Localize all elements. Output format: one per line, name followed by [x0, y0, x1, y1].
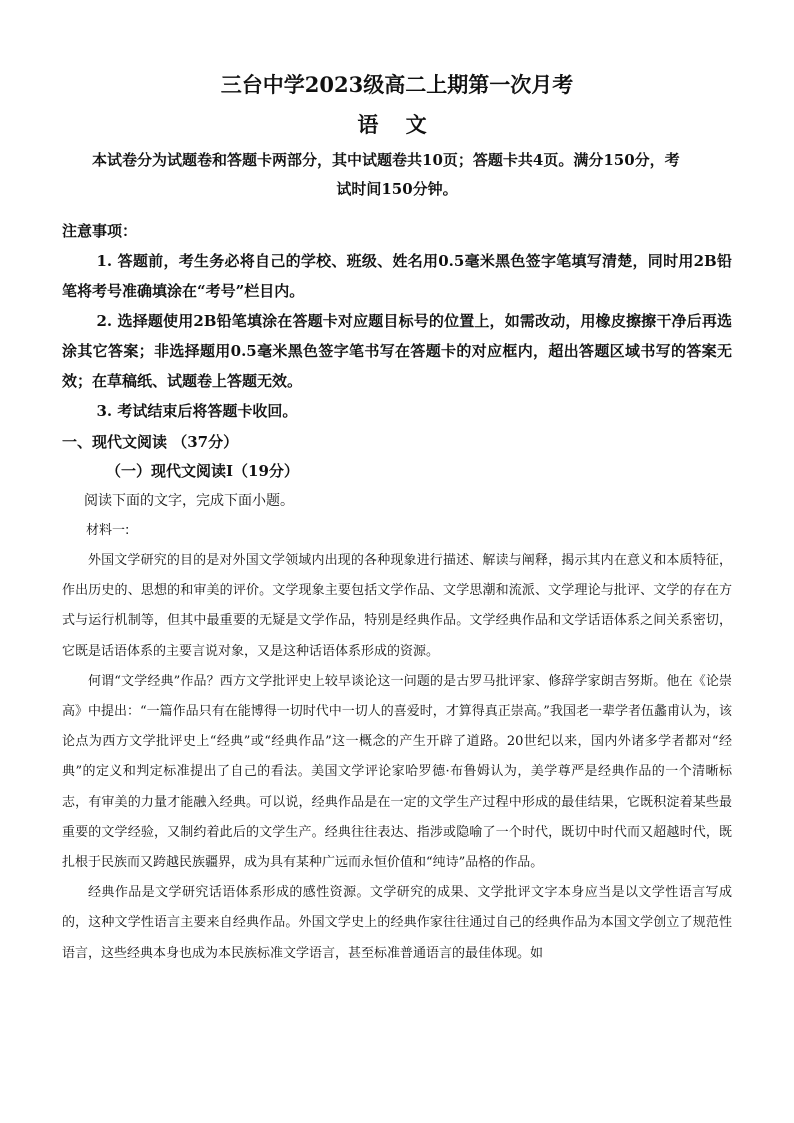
exam-intro-line-1: 本试卷分为试题卷和答题卡两部分，其中试题卷共10页；答题卡共4页。满分150分，考	[92, 151, 680, 169]
notice-heading: 注意事项：	[62, 222, 138, 240]
notice-item-2: 2. 选择题使用2B铅笔填涂在答题卡对应题目标号的位置上，如需改动，用橡皮擦擦干净后再选涂其它答案；非选择题用0.5毫米黑色签字笔书写在答题卡的对应框内，超出答题区域书写的答案无效；在草稿纸、试题卷上答题无效。	[62, 312, 732, 390]
notice-item-3: 3. 考试结束后将答题卡收回。	[96, 402, 298, 420]
exam-page	[62, 70, 732, 969]
reading-instruction: 阅读下面的文字，完成下面小题。	[84, 493, 294, 509]
subject-title: 语 文	[357, 112, 437, 137]
material-paragraph-1: 外国文学研究的目的是对外国文学领域内出现的各种现象进行描述、解读与阐释，揭示其内在意义和本质特征，作出历史的、思想的和审美的评价。文学现象主要包括文学作品、文学思潮和流派、文学理论与批评、文学的存在方式与运行机制等，但其中最重要的无疑是文学作品，特别是经典作品。文学经典作品和文学话语体系之间关系密切，它既是话语体系的主要言说对象，又是这种话语体系形成的资源。	[62, 553, 732, 659]
exam-intro-line-2: 试时间150分钟。	[336, 180, 458, 198]
sub-section-heading: （一）现代文阅读Ⅰ（19分）	[106, 462, 299, 480]
material-paragraph-3: 经典作品是文学研究话语体系形成的感性资源。文学研究的成果、文学批评文字本身应当是以文学性语言写成的，这种文学性语言主要来自经典作品。外国文学史上的经典作家往往通过自己的经典作品为本国文学创立了规范性语言，这些经典本身也成为本民族标准文学语言，甚至标准普通语言的最佳体现。如	[62, 885, 732, 961]
exam-title: 三台中学2023级高二上期第一次月考	[220, 72, 574, 97]
section-heading: 一、现代文阅读 （37分）	[62, 433, 239, 451]
material-label: 材料一:	[86, 523, 130, 538]
material-paragraph-2: 何谓“文学经典”作品？西方文学批评史上较早谈论这一问题的是古罗马批评家、修辞学家朗吉努斯。他在《论崇高》中提出：“一篇作品只有在能博得一切时代中一切人的喜爱时，才算得真正崇高。”我国老一辈学者伍蠡甫认为，该论点为西方文学批评史上“经典”或“经典作品”这一概念的产生开辟了道路。20世纪以来，国内外诸多学者都对“经典”的定义和判定标准提出了自己的看法。美国文学评论家哈罗德·布鲁姆认为，美学尊严是经典作品的一个清晰标志，有审美的力量才能融入经典。可以说，经典作品是在一定的文学生产过程中形成的最佳结果，它既积淀着某些最重要的文学经验，又制约着此后的文学生产。经典往往表达、指涉或隐喻了一个时代，既切中时代而又超越时代，既扎根于民族而又跨越民族疆界，成为具有某种广远而永恒价值和“纯诗”品格的作品。	[62, 673, 732, 871]
notice-item-1: 1. 答题前，考生务必将自己的学校、班级、姓名用0.5毫米黑色签字笔填写清楚，同时用2B铅笔将考号准确填涂在“考号”栏目内。	[62, 252, 732, 300]
